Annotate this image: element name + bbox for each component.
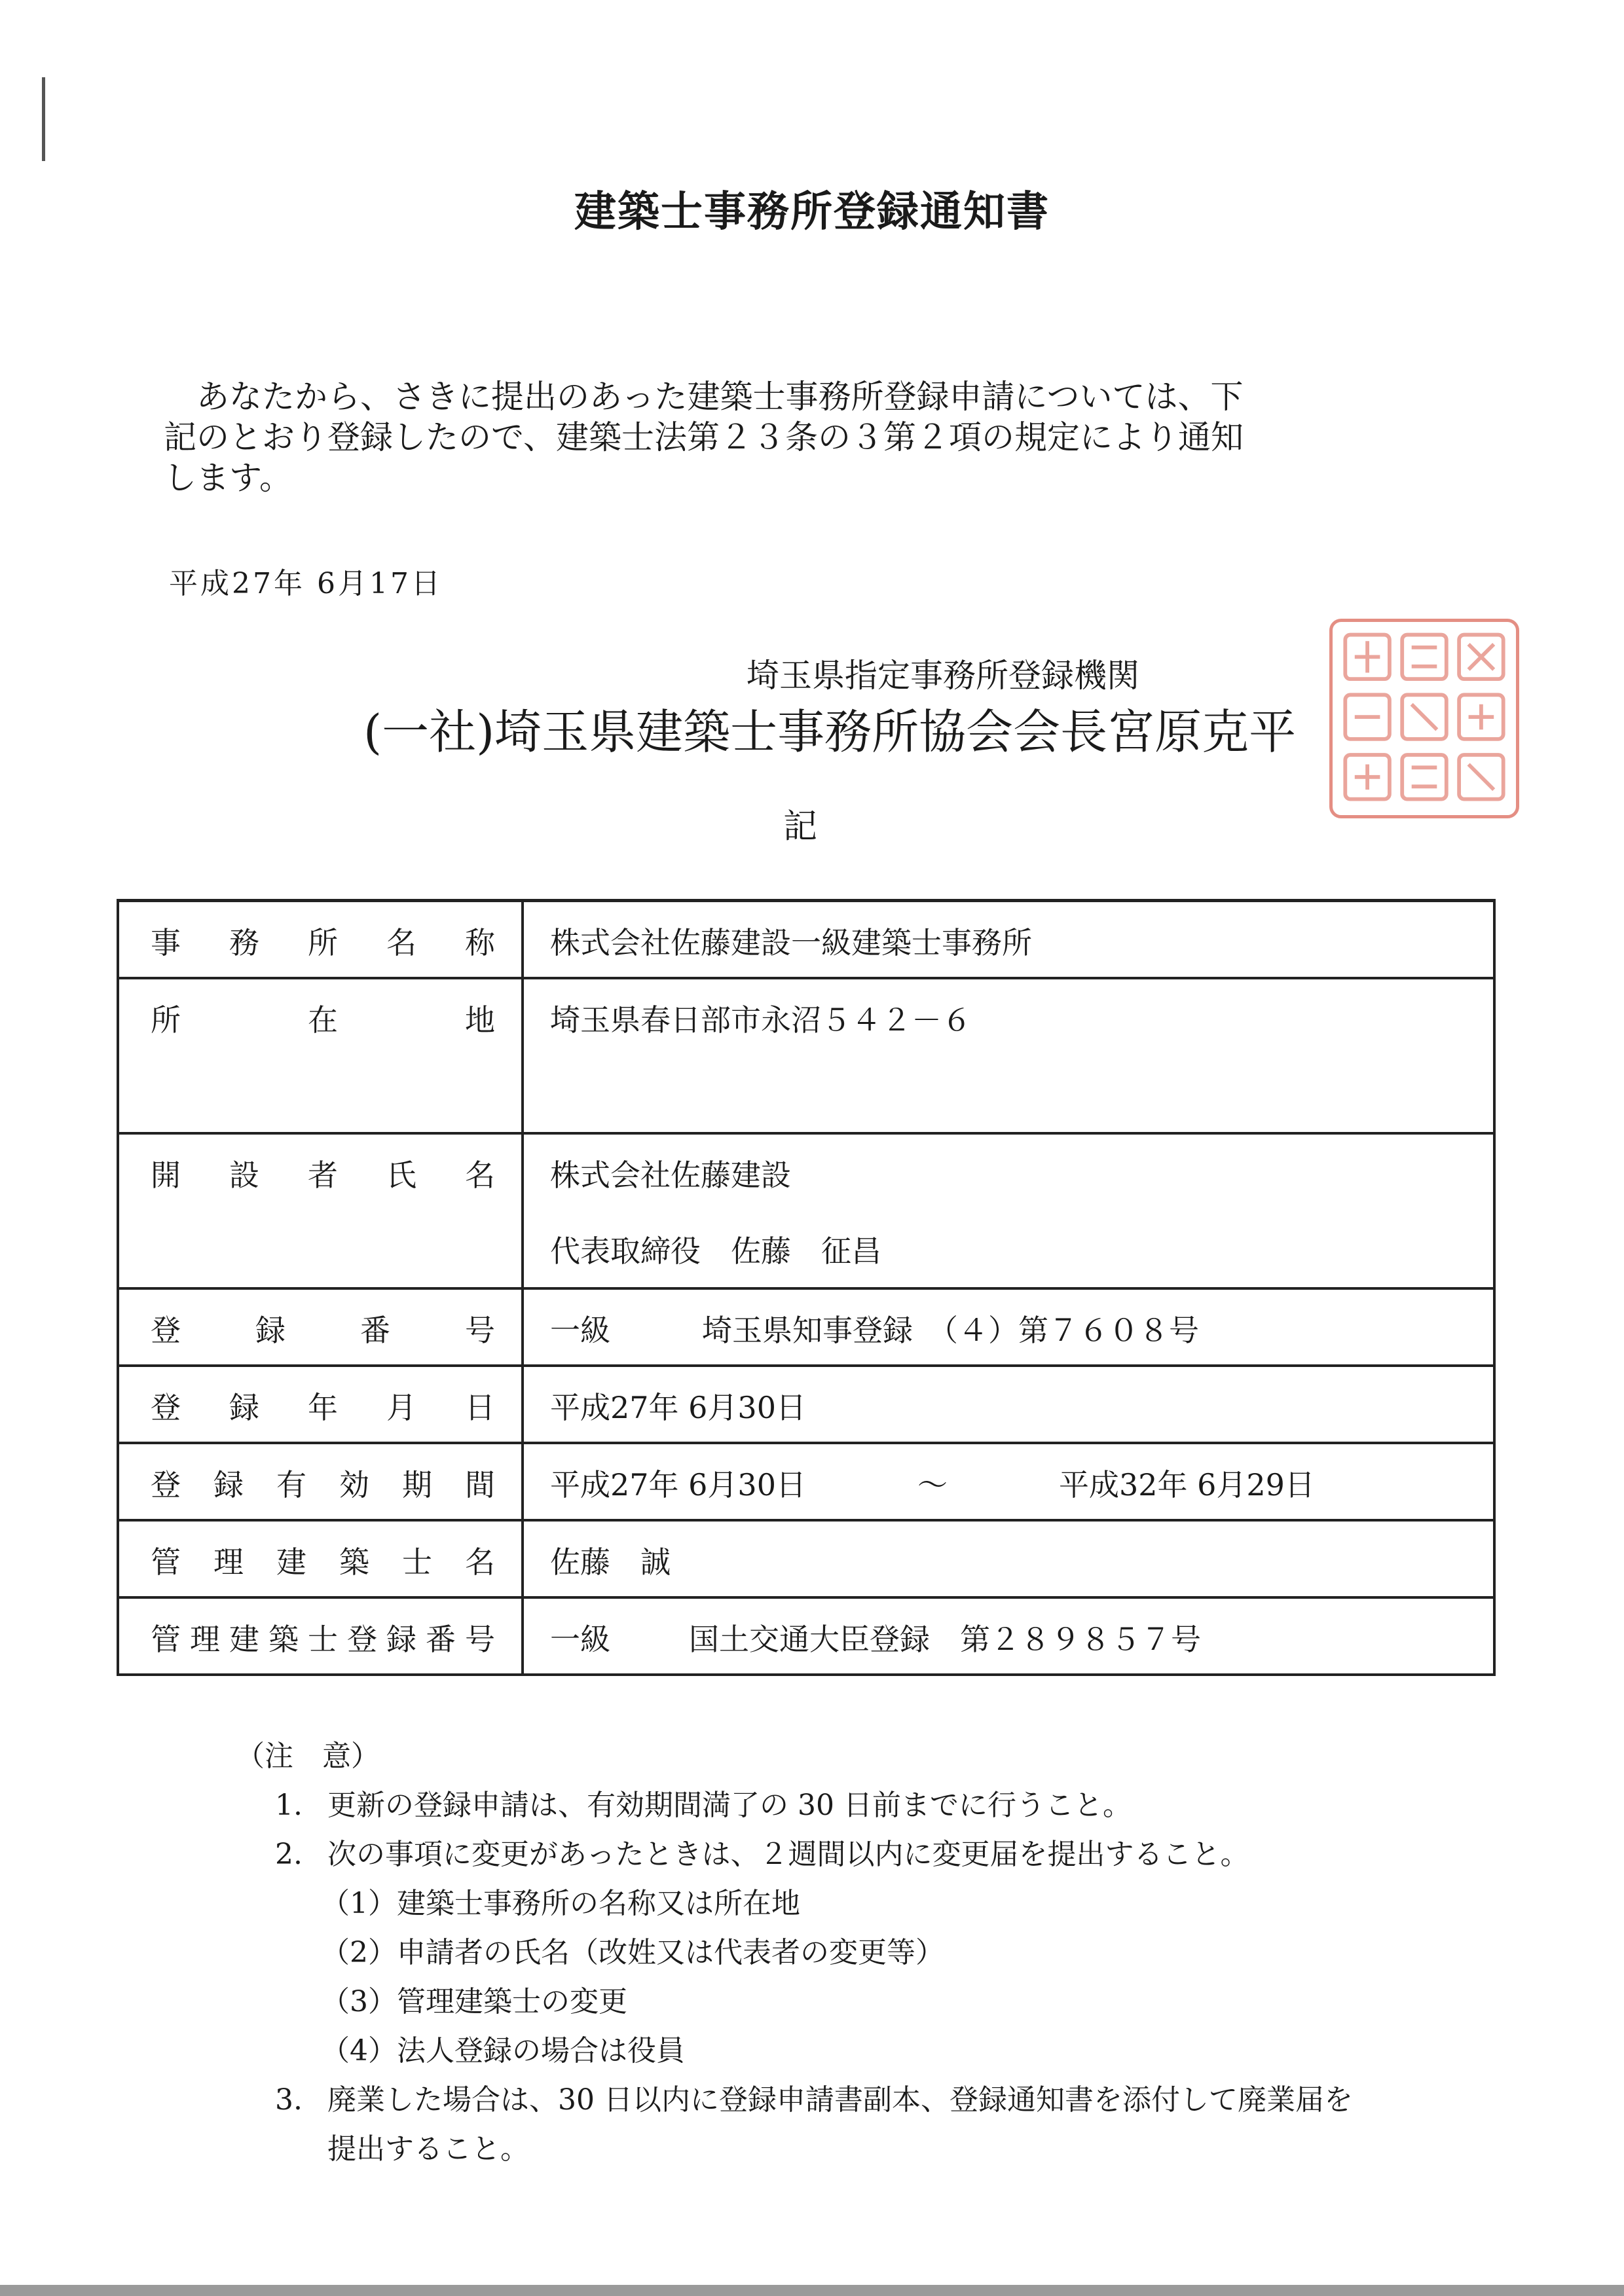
intro-line-1: あなたから、さきに提出のあった建築士事務所登録申請については、下 bbox=[196, 378, 1244, 416]
label-registration-number: 登 録 番 号 bbox=[118, 1288, 523, 1366]
ki-marker: 記 bbox=[783, 807, 818, 847]
table-row bbox=[118, 1288, 1494, 1366]
label-office-name: 事 務 所 名 称 bbox=[118, 901, 523, 978]
label-architect-registration-number: 管 理 建 築 士 登 録 番 号 bbox=[118, 1597, 523, 1675]
label-validity-period: 登 録 有 効 期 間 bbox=[118, 1443, 523, 1520]
value-managing-architect: 佐藤 誠 bbox=[523, 1520, 1494, 1597]
table-row bbox=[118, 1520, 1494, 1597]
scan-bottom-edge bbox=[0, 2285, 1624, 2296]
document-title: 建築士事務所登録通知書 bbox=[574, 187, 1050, 236]
table-row bbox=[118, 901, 1494, 978]
table-row bbox=[118, 1443, 1494, 1520]
notes-section bbox=[236, 1732, 1353, 2174]
intro-line-2: 記のとおり登録したので、建築士法第２３条の３第２項の規定により通知 bbox=[164, 418, 1244, 456]
table-row bbox=[118, 1597, 1494, 1675]
value-validity-period: 平成27年 6月30日 ～ 平成32年 6月29日 bbox=[523, 1443, 1494, 1520]
seal-graphic bbox=[1333, 622, 1516, 815]
official-seal bbox=[1329, 619, 1519, 818]
value-architect-registration-number: 一級 国土交通大臣登録 第２８９８５７号 bbox=[523, 1597, 1494, 1675]
value-location: 埼玉県春日部市永沼５４２－６ bbox=[523, 978, 1494, 1133]
label-founder-name: 開 設 者 氏 名 bbox=[118, 1133, 523, 1288]
note-item: 2. 次の事項に変更があったときは、２週間以内に変更届を提出すること。 bbox=[275, 1838, 1249, 1871]
note-subitem: （2）申請者の氏名（改姓又は代表者の変更等） bbox=[321, 1936, 944, 1969]
issuer-organization: 埼玉県指定事務所登録機関 bbox=[747, 657, 1139, 695]
value-registration-date: 平成27年 6月30日 bbox=[523, 1366, 1494, 1443]
issuer-president: (一社)埼玉県建築士事務所協会会長宮原克平 bbox=[363, 704, 1297, 759]
margin-mark bbox=[42, 77, 45, 161]
table-row bbox=[118, 978, 1494, 1133]
note-subitem: （4）法人登録の場合は役員 bbox=[321, 2034, 685, 2068]
founder-company: 株式会社佐藤建設 bbox=[550, 1157, 791, 1193]
value-registration-number: 一級 埼玉県知事登録 （４）第７６０８号 bbox=[523, 1288, 1494, 1366]
issue-date: 平成27年 6月17日 bbox=[169, 567, 443, 600]
label-registration-date: 登 録 年 月 日 bbox=[118, 1366, 523, 1443]
label-location: 所 在 地 bbox=[118, 978, 523, 1133]
note-subitem: （1）建築士事務所の名称又は所在地 bbox=[321, 1887, 800, 1920]
note-item-continuation: 提出すること。 bbox=[327, 2132, 529, 2166]
intro-paragraph bbox=[164, 376, 1447, 498]
label-managing-architect: 管 理 建 築 士 名 bbox=[118, 1520, 523, 1597]
intro-line-3: します。 bbox=[164, 459, 292, 497]
table-row bbox=[118, 1133, 1494, 1288]
founder-representative: 代表取締役 佐藤 征昌 bbox=[550, 1233, 881, 1269]
note-item: 3. 廃業した場合は、30 日以内に登録申請書副本、登録通知書を添付して廃業届を bbox=[275, 2083, 1353, 2117]
note-subitem: （3）管理建築士の変更 bbox=[321, 1985, 627, 2018]
value-founder-name bbox=[523, 1133, 1494, 1288]
note-item: 1. 更新の登録申請は、有効期間満了の 30 日前までに行うこと。 bbox=[275, 1789, 1132, 1822]
table-row bbox=[118, 1366, 1494, 1443]
notes-heading: （注 意） bbox=[236, 1740, 380, 1773]
value-office-name: 株式会社佐藤建設一級建築士事務所 bbox=[523, 901, 1494, 978]
registration-table bbox=[117, 899, 1496, 1676]
